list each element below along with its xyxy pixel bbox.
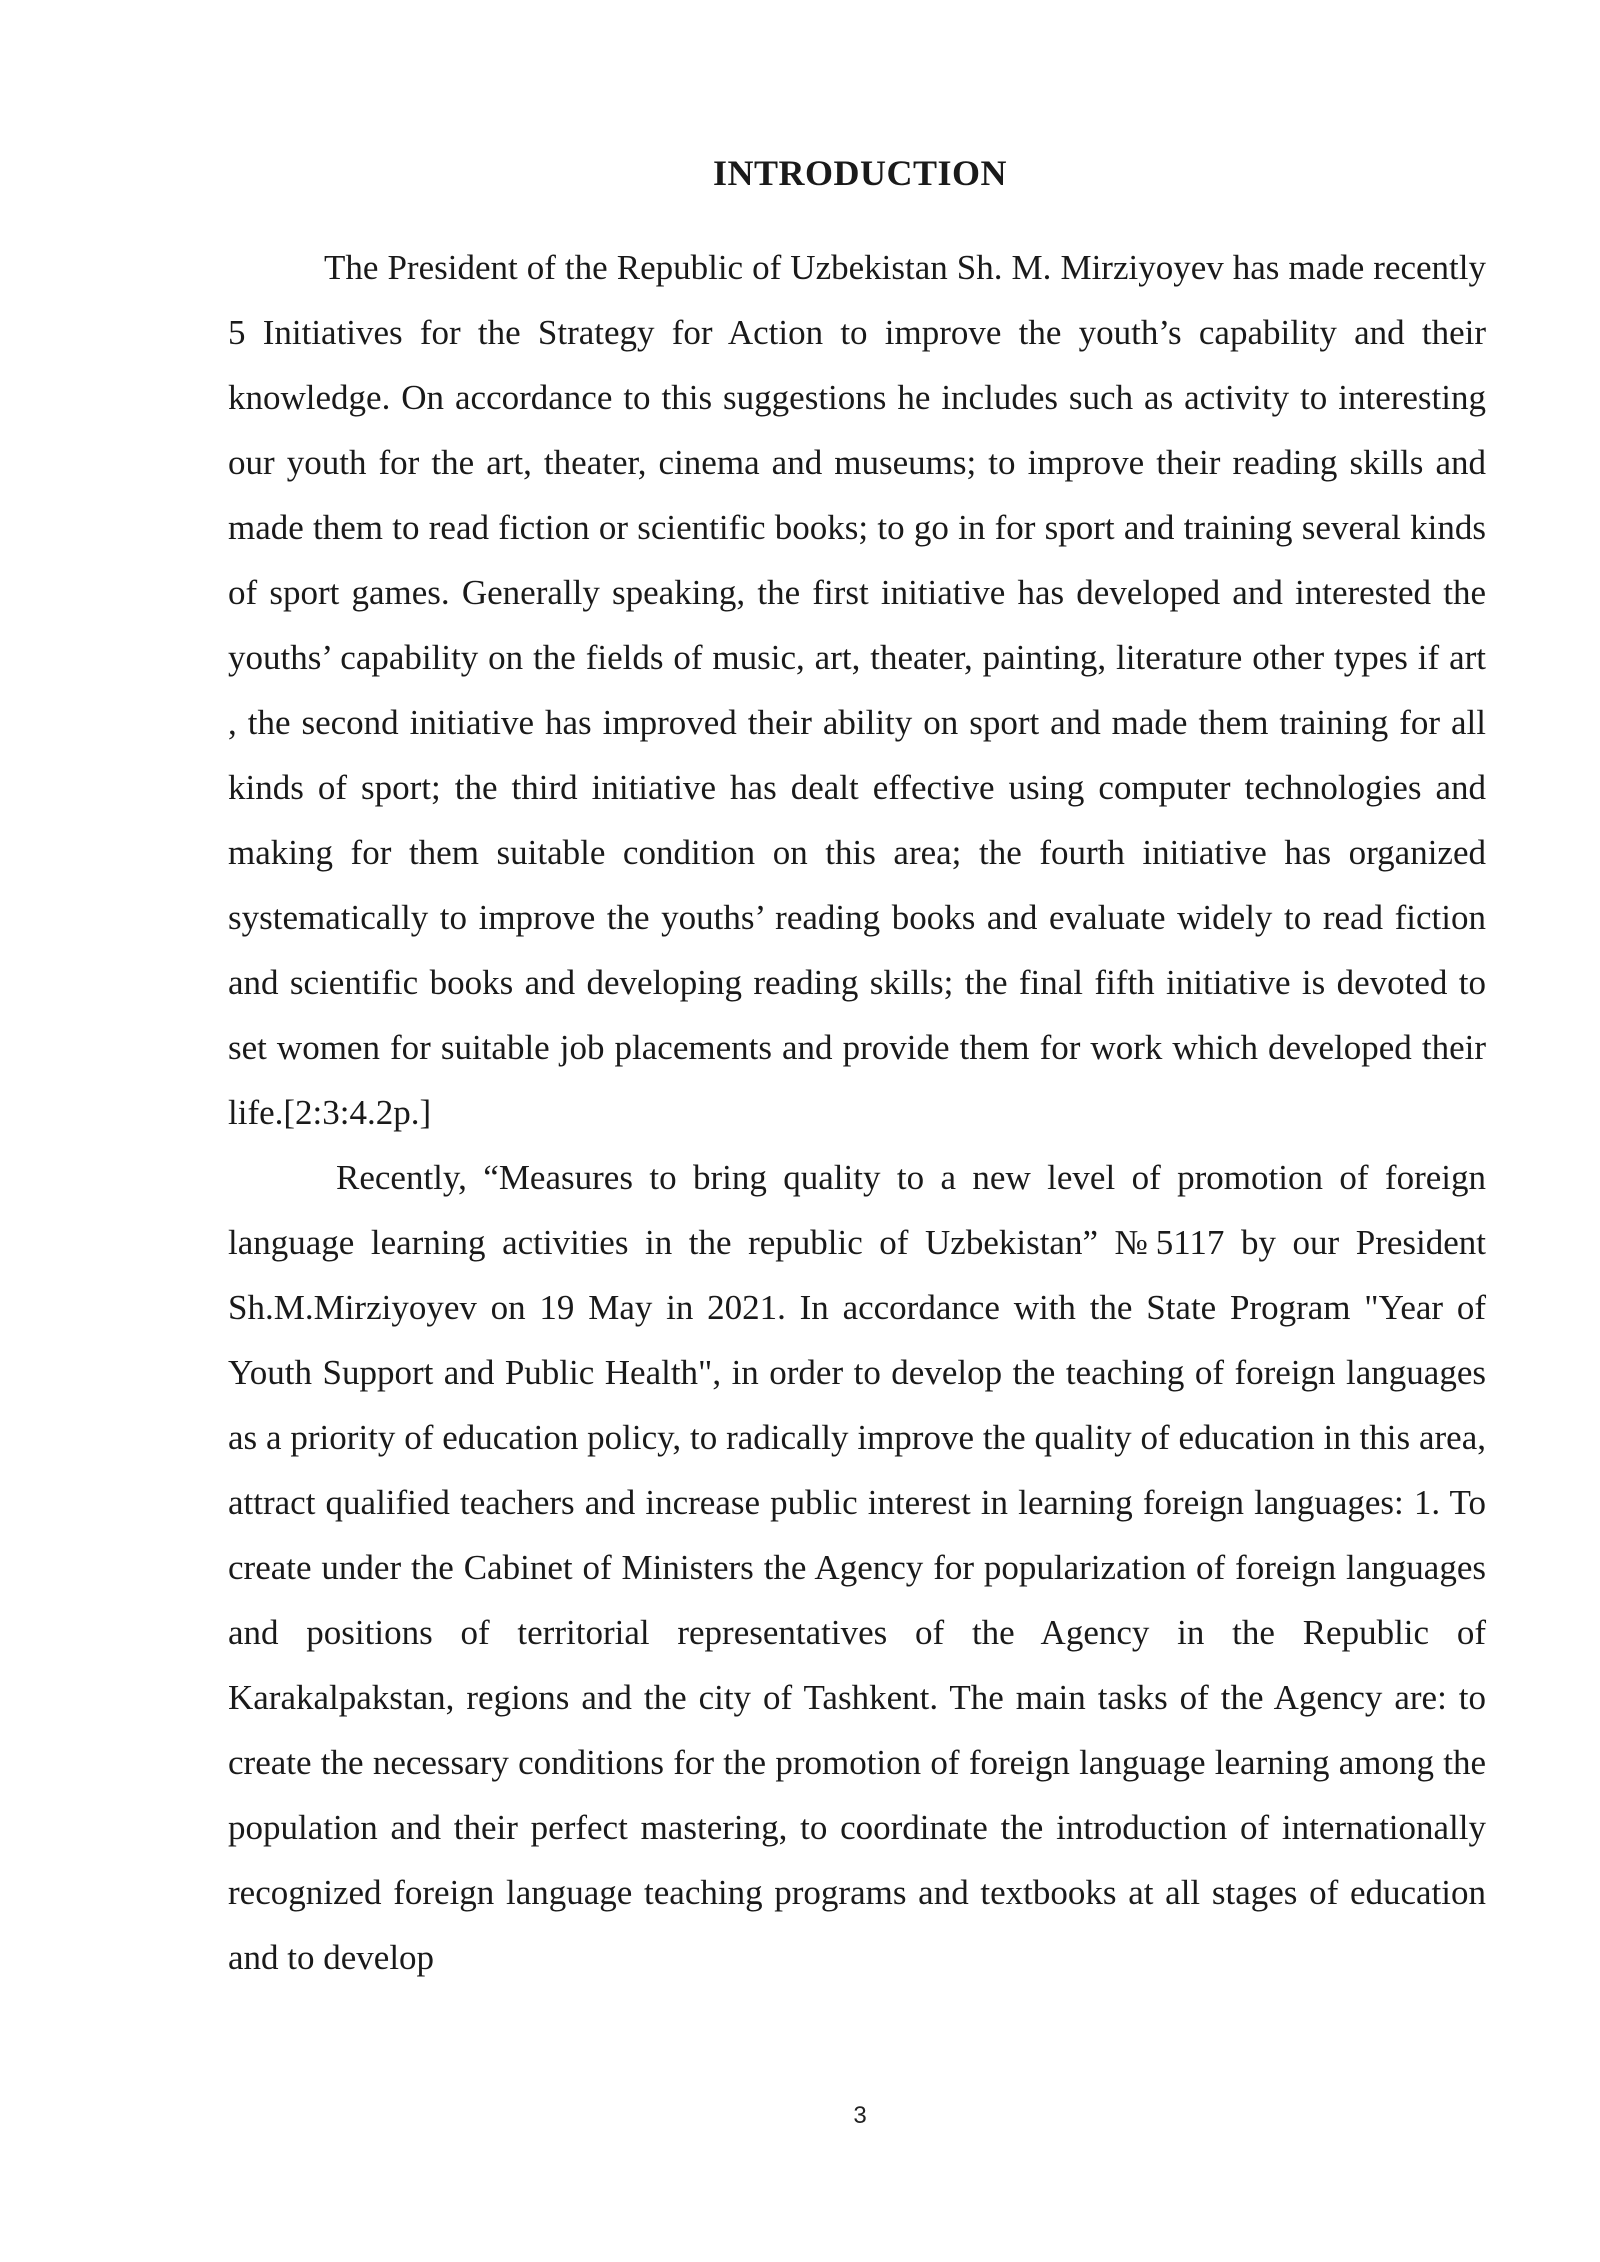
paragraph-decree: Recently, “Measures to bring quality to a new level of promotion of foreign language learning activities in the republic of Uzbekistan” №5117 by our President Sh.M.Mirziyoyev on 19 May in 2021. In accordance with the State Program "Year of Youth Support and Public Health", in order to develop the teaching of foreign languages as a priority of education policy, to radically improve the quality of education in this area, attract qualified teachers and increase public interest in learning foreign languages: 1. To create under the Cabinet of Ministers the Agency for popularization of foreign languages and positions of territorial representatives of the Agency in the Republic of Karakalpakstan, regions and the city of Tashkent. The main tasks of the Agency are: to create the necessary conditions for the promotion of foreign language learning among the population and their perfect mastering, to coordinate the introduction of internationally recognized foreign language teaching programs and textbooks at all stages of education and to develop: [228, 1158, 1486, 1977]
paragraph-initiatives: The President of the Republic of Uzbekistan Sh. M. Mirziyoyev has made recently 5 Initiatives for the Strategy for Action to improve the youth’s capability and their knowledge. On accordance to this suggestions he includes such as activity to interesting our youth for the art, theater, cinema and museums; to improve their reading skills and made them to read fiction or scientific books; to go in for sport and training several kinds of sport games. Generally speaking, the first initiative has developed and interested the youths’ capability on the fields of music, art, theater, painting, literature other types if art , the second initiative has improved their ability on sport and made them training for all kinds of sport; the third initiative has dealt effective using computer technologies and making for them suitable condition on this area; the fourth initiative has organized systematically to improve the youths’ reading books and evaluate widely to read fiction and scientific books and developing reading skills; the final fifth initiative is devoted to set women for suitable job placements and provide them for work which developed their life.[2:3:4.2p.]: [228, 248, 1486, 1132]
body-text: [228, 235, 1486, 1990]
page-title: INTRODUCTION: [712, 153, 1008, 193]
page-number: 3: [853, 2102, 867, 2129]
